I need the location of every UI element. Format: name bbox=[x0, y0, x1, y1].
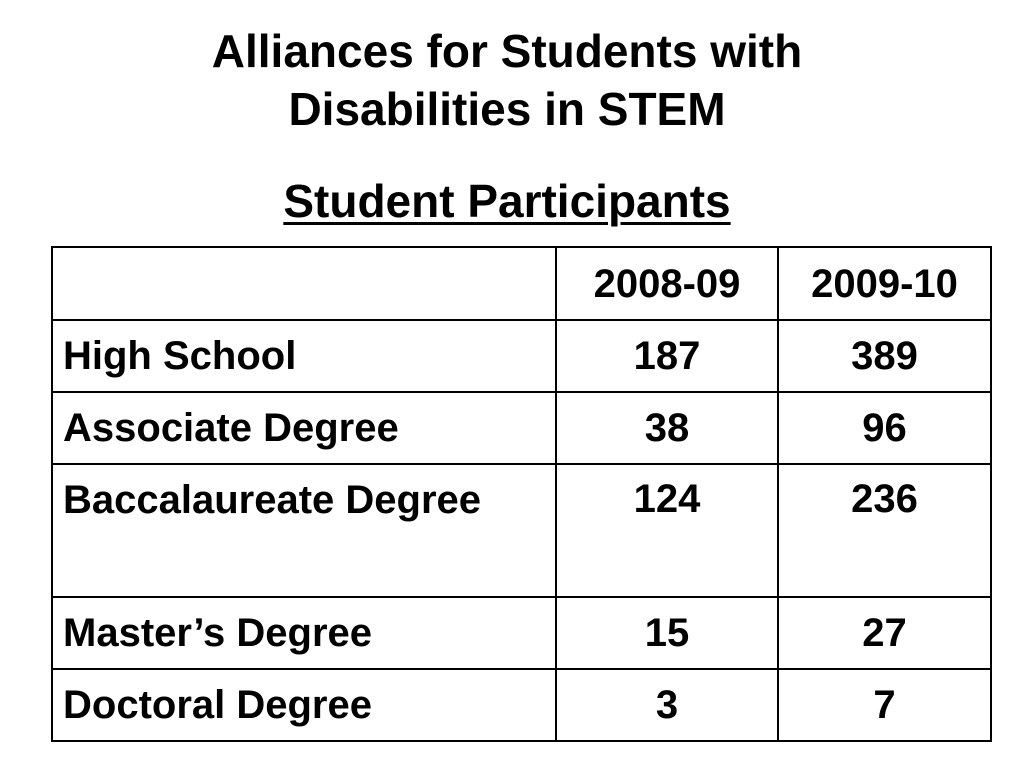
table-header-row bbox=[52, 247, 991, 320]
cell-value: 96 bbox=[778, 392, 991, 464]
cell-value: 124 bbox=[556, 464, 778, 597]
column-header-2008-09: 2008-09 bbox=[556, 247, 778, 320]
table-row bbox=[52, 320, 991, 392]
slide-title-line-1: Alliances for Students with bbox=[211, 25, 803, 77]
row-label-doctoral-degree: Doctoral Degree bbox=[52, 669, 556, 741]
cell-value: 187 bbox=[556, 320, 778, 392]
column-header-2009-10: 2009-10 bbox=[778, 247, 991, 320]
table-corner-cell bbox=[52, 247, 556, 320]
row-label-high-school: High School bbox=[52, 320, 556, 392]
row-label-associate-degree: Associate Degree bbox=[52, 392, 556, 464]
table-row bbox=[52, 597, 991, 669]
cell-value: 3 bbox=[556, 669, 778, 741]
cell-value: 7 bbox=[778, 669, 991, 741]
cell-value: 389 bbox=[778, 320, 991, 392]
cell-value: 15 bbox=[556, 597, 778, 669]
cell-value: 27 bbox=[778, 597, 991, 669]
table-row bbox=[52, 392, 991, 464]
slide-title bbox=[0, 22, 1014, 138]
table-row bbox=[52, 669, 991, 741]
cell-value: 236 bbox=[778, 464, 991, 597]
table-row bbox=[52, 464, 991, 597]
slide-title-line-2: Disabilities in STEM bbox=[288, 83, 726, 135]
cell-value: 38 bbox=[556, 392, 778, 464]
row-label-masters-degree: Master’s Degree bbox=[52, 597, 556, 669]
row-label-baccalaureate-degree: Baccalaureate Degree bbox=[52, 464, 556, 597]
slide-subtitle: Student Participants bbox=[283, 175, 731, 227]
participants-table bbox=[51, 246, 992, 742]
